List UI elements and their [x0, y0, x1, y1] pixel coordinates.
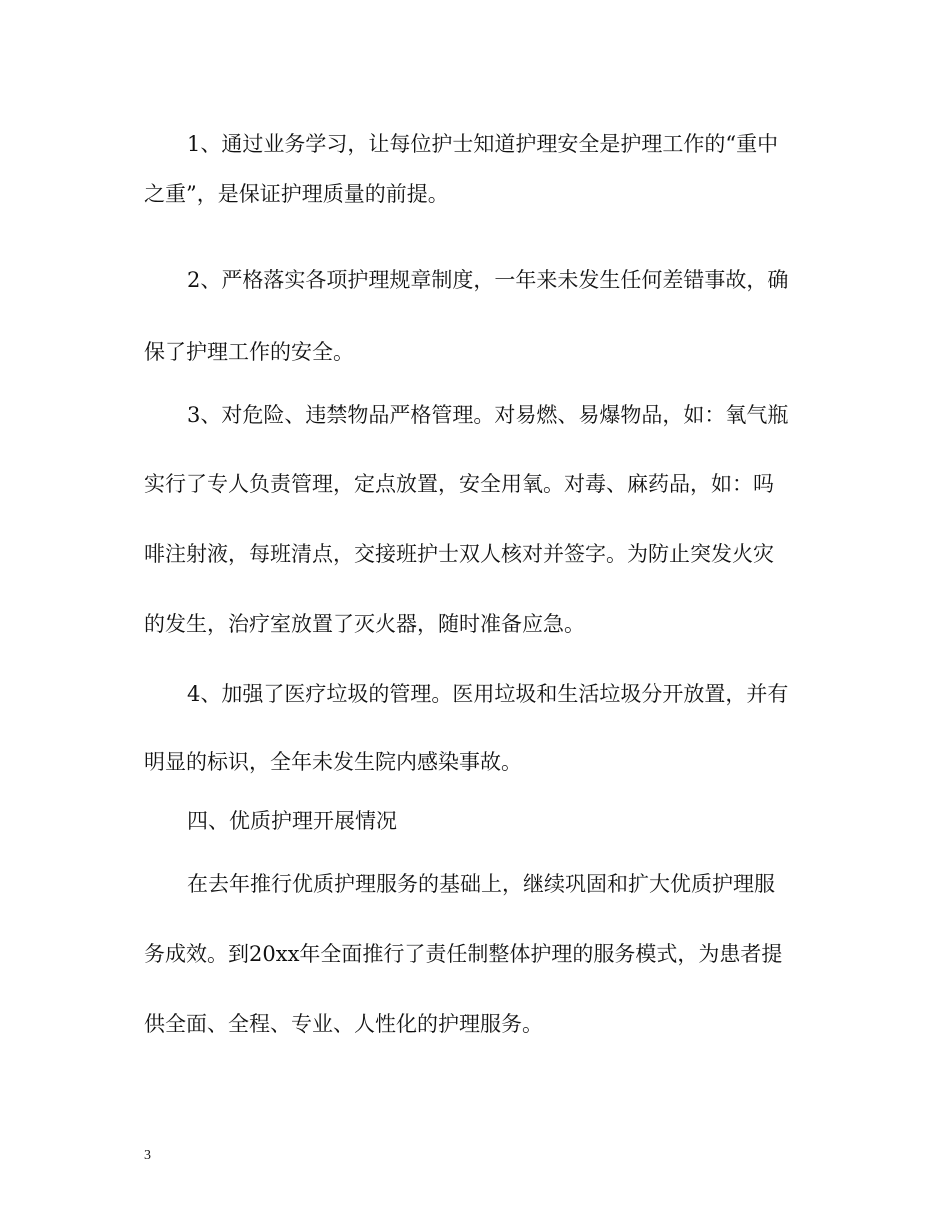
text-line: 4、加强了医疗垃圾的管理。医用垃圾和生活垃圾分开放置，并有	[187, 682, 789, 706]
text-line: 啡注射液，每班清点，交接班护士双人核对并签字。为防止突发火灾	[144, 542, 774, 566]
text-line: 保了护理工作的安全。	[144, 340, 354, 364]
text-line: 在去年推行优质护理服务的基础上，继续巩固和扩大优质护理服	[187, 872, 775, 896]
text-line: 3、对危险、违禁物品严格管理。对易燃、易爆物品，如：氧气瓶	[187, 403, 789, 427]
text-line: 1、通过业务学习，让每位护士知道护理安全是护理工作的“重中	[187, 132, 779, 156]
text-line: 供全面、全程、专业、人性化的护理服务。	[144, 1012, 543, 1036]
section-heading: 四、优质护理开展情况	[187, 809, 397, 833]
page-number: 3	[144, 1148, 151, 1163]
text-line: 明显的标识，全年未发生院内感染事故。	[144, 750, 522, 774]
text-line: 的发生，治疗室放置了灭火器，随时准备应急。	[144, 612, 585, 636]
text-line: 实行了专人负责管理，定点放置，安全用氧。对毒、麻药品，如：吗	[144, 472, 774, 496]
text-line: 务成效。到20xx年全面推行了责任制整体护理的服务模式，为患者提	[144, 942, 783, 966]
text-line: 之重”，是保证护理质量的前提。	[144, 182, 449, 206]
text-line: 2、严格落实各项护理规章制度，一年来未发生任何差错事故，确	[187, 268, 789, 292]
